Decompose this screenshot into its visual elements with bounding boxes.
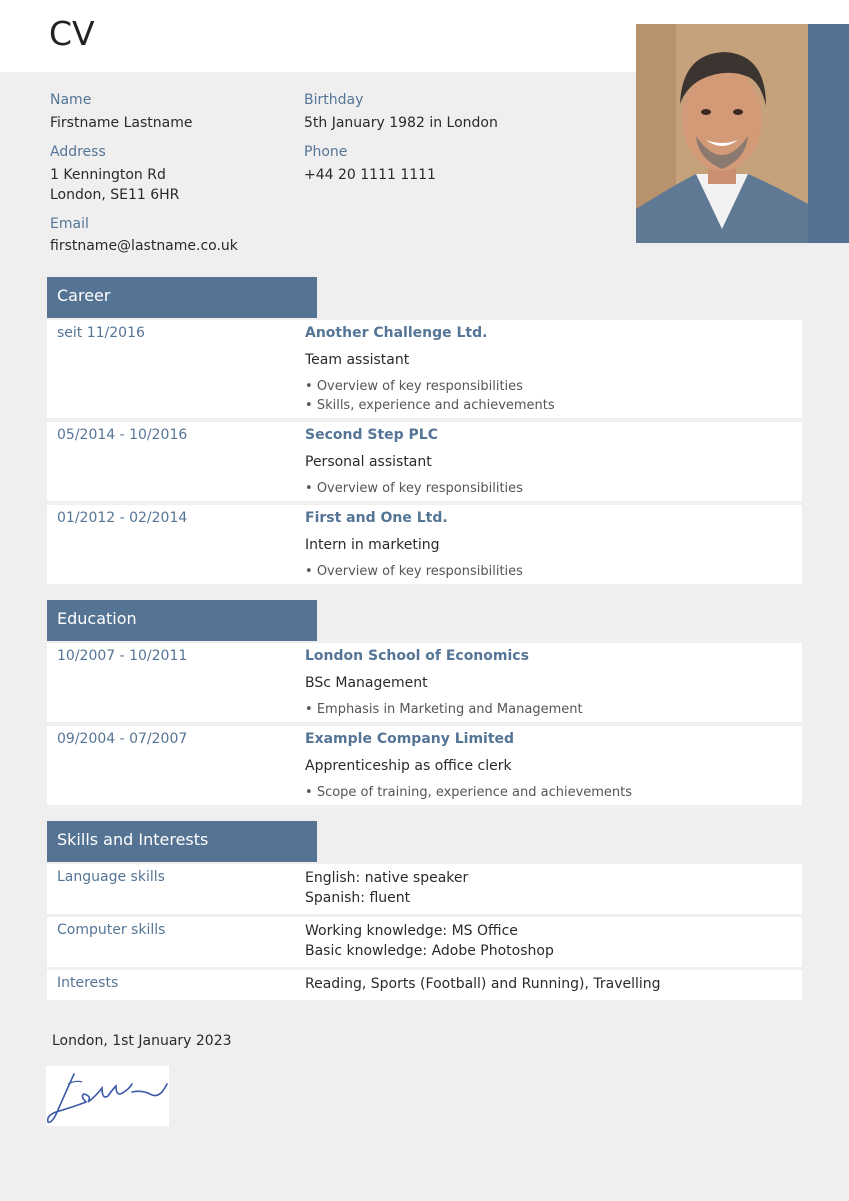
phone-value: +44 20 1111 1111 — [304, 167, 436, 183]
entry-organization: Example Company Limited — [305, 731, 515, 747]
entry-date: 05/2014 - 10/2016 — [57, 427, 188, 443]
skills-header: Skills and Interests — [47, 821, 317, 862]
skill-label: Language skills — [57, 869, 165, 885]
entry-organization: First and One Ltd. — [305, 510, 448, 526]
entry-date: seit 11/2016 — [57, 325, 145, 341]
entry-date: 09/2004 - 07/2007 — [57, 731, 188, 747]
skills-row — [47, 864, 802, 914]
skill-value — [305, 974, 661, 994]
entry-bullets — [305, 700, 583, 719]
entry-bullets — [305, 377, 555, 415]
career-header: Career — [47, 277, 317, 318]
address-line2: London, SE11 6HR — [50, 187, 180, 203]
skill-label: Interests — [57, 975, 119, 991]
sign-place-date: London, 1st January 2023 — [52, 1033, 232, 1049]
skills-row — [47, 917, 802, 967]
email-label: Email — [50, 216, 89, 232]
photo-accent-bar — [808, 24, 849, 243]
skill-value — [305, 921, 554, 961]
bullet-item: • Emphasis in Marketing and Management — [305, 700, 583, 719]
skill-line: Basic knowledge: Adobe Photoshop — [305, 943, 554, 959]
bullet-item: • Overview of key responsibilities — [305, 377, 555, 396]
entry-bullets — [305, 783, 632, 802]
bullet-item: • Overview of key responsibilities — [305, 562, 523, 581]
skill-line: Spanish: fluent — [305, 890, 411, 906]
phone-label: Phone — [304, 144, 348, 160]
career-row — [47, 505, 802, 584]
name-label: Name — [50, 92, 92, 108]
skill-line: English: native speaker — [305, 870, 469, 886]
entry-role: BSc Management — [305, 675, 428, 691]
signature — [46, 1066, 169, 1126]
entry-organization: Second Step PLC — [305, 427, 438, 443]
page-title: CV — [49, 14, 95, 53]
career-row — [47, 422, 802, 501]
name-value: Firstname Lastname — [50, 115, 193, 131]
address-line1: 1 Kennington Rd — [50, 167, 166, 183]
entry-bullets — [305, 562, 523, 581]
entry-date: 01/2012 - 02/2014 — [57, 510, 188, 526]
entry-role: Team assistant — [305, 352, 410, 368]
email-value[interactable]: firstname@lastname.co.uk — [50, 238, 238, 254]
education-row — [47, 726, 802, 805]
birthday-value: 5th January 1982 in London — [304, 115, 498, 131]
entry-role: Intern in marketing — [305, 537, 440, 553]
bullet-item: • Scope of training, experience and achievements — [305, 783, 632, 802]
skill-value — [305, 868, 468, 908]
entry-bullets — [305, 479, 523, 498]
address-label: Address — [50, 144, 106, 160]
entry-date: 10/2007 - 10/2011 — [57, 648, 188, 664]
entry-organization: London School of Economics — [305, 648, 529, 664]
skill-line: Reading, Sports (Football) and Running), Travelling — [305, 976, 661, 992]
education-row — [47, 643, 802, 722]
birthday-label: Birthday — [304, 92, 364, 108]
entry-role: Personal assistant — [305, 454, 432, 470]
skills-row — [47, 970, 802, 1000]
entry-organization: Another Challenge Ltd. — [305, 325, 488, 341]
education-header: Education — [47, 600, 317, 641]
bullet-item: • Skills, experience and achievements — [305, 396, 555, 415]
profile-photo — [636, 24, 808, 243]
skill-line: Working knowledge: MS Office — [305, 923, 518, 939]
skill-label: Computer skills — [57, 922, 166, 938]
bullet-item: • Overview of key responsibilities — [305, 479, 523, 498]
career-row — [47, 320, 802, 418]
entry-role: Apprenticeship as office clerk — [305, 758, 512, 774]
